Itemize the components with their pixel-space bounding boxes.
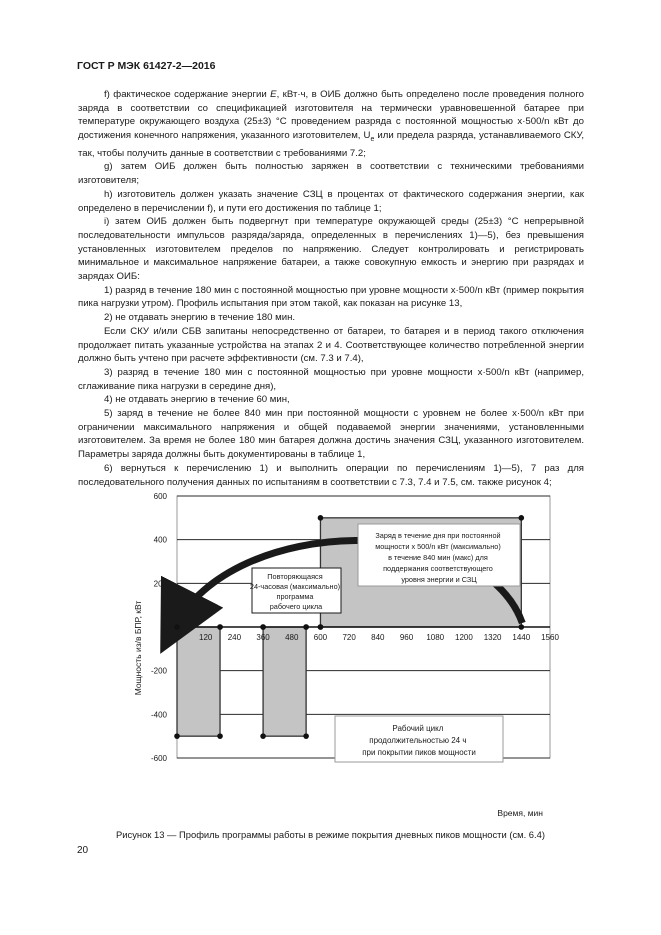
paragraph-step-2: 2) не отдавать энергию в течение 180 мин. bbox=[104, 312, 296, 324]
x-tick-label: 0 bbox=[174, 633, 180, 642]
y-tick-label: -600 bbox=[150, 754, 167, 763]
x-tick-label: 840 bbox=[371, 633, 385, 642]
x-tick-label: 1320 bbox=[483, 633, 502, 642]
figure-caption: Рисунок 13 — Профиль программы работы в режиме покрытия дневных пиков мощности (см. 6.4) bbox=[116, 829, 545, 840]
data-point bbox=[519, 624, 525, 630]
charge-annotation-text: Заряд в течение дня при постоянной мощности x 500/n кВт (максимально) в течение 840 мин (макс) для поддержания соответствующего уровня энергии и СЗЦ bbox=[375, 531, 501, 584]
power-profile-chart bbox=[95, 488, 585, 828]
paragraph-f: f) фактическое содержание энергии E, кВт·ч, в ОИБ должно быть определено после проведения полного заряда в соответствии со спецификацией изготовителя на термически уравновешенной батарее при температуре окружающего воздуха (25±3) °С проведением разряда с постоянной мощностью x·500/n кВт до достижения конечного напряжения, указанного изготовителем, $U_е$ или предела разряда, устанавливаемого СКУ, так, чтобы получить данные в соответствии с требованиями 7.2; bbox=[78, 89, 585, 159]
data-point bbox=[318, 624, 324, 630]
x-tick-label: 1200 bbox=[455, 633, 473, 642]
paragraph-note: Если СКУ и/или СБВ запитаны непосредственно от батареи, то батарея и в период такого отключения продолжает питать указанные устройства на этапах 2 и 4. Соответствующее количество потребленной энергии должно быть учтено при расчете эффективности (см. 7.3 и 7.4), bbox=[78, 325, 584, 365]
page-number: 20 bbox=[77, 845, 89, 856]
y-tick-label: -200 bbox=[150, 666, 167, 676]
paragraph-step-6: 6) вернуться к перечислению 1) и выполнить операции по перечислениям 1)—5), 7 раз для последовательного получения данных по испытаниям в соответствии с 7.3, 7.4 и 7.5, см. также рисунок 4; bbox=[78, 462, 584, 488]
x-axis-label: Время, мин bbox=[497, 808, 543, 818]
x-tick-label: 1440 bbox=[512, 633, 531, 642]
paragraph-i: i) затем ОИБ должен быть подвергнут при температуре окружающей среды (25±3) °С непрерывной последовательности импульсов разряда/заряда, определенных в перечислениях 1)—5), без превышения установленных изготовителем пределов по напряжению. Следует контролировать и регистрировать минимальное и максимальное напряжение батареи, а также совокупную емкость и энергию при разрядах и зарядах ОИБ: bbox=[78, 216, 584, 283]
x-tick-label: 600 bbox=[313, 633, 328, 642]
x-tick-label: 720 bbox=[342, 633, 356, 642]
body-text bbox=[78, 88, 584, 489]
data-point bbox=[260, 624, 266, 630]
y-tick-label: -400 bbox=[150, 710, 167, 720]
y-tick-label: 600 bbox=[153, 492, 167, 501]
x-tick-label: 480 bbox=[285, 633, 299, 642]
cycle-annotation-text: Рабочий цикл продолжительностью 24 ч при покрытии пиков мощности bbox=[362, 724, 476, 757]
x-tick-label: 960 bbox=[399, 633, 414, 642]
page-header: ГОСТ Р МЭК 61427-2—2016 bbox=[77, 60, 216, 72]
charge-annotation bbox=[358, 524, 520, 586]
paragraph-h: h) изготовитель должен указать значение СЗЦ в процентах от фактического содержания энергии, как определено в перечислении f), и пути его достижения по таблице 1; bbox=[78, 188, 584, 214]
y-tick-label: 400 bbox=[153, 535, 167, 545]
x-tick-label: 240 bbox=[227, 633, 242, 642]
figure-13 bbox=[95, 488, 585, 828]
y-tick-label: 0 bbox=[162, 623, 167, 632]
paragraph-g: g) затем ОИБ должен быть полностью заряжен в соответствии с техническими требованиями изготовителя; bbox=[78, 161, 584, 187]
data-point bbox=[303, 624, 309, 630]
y-axis-label: Мощность из/в БПР, кВт bbox=[133, 600, 143, 696]
data-point bbox=[174, 624, 180, 630]
data-point bbox=[217, 624, 223, 630]
power-segment bbox=[263, 627, 306, 736]
paragraph-step-5: 5) заряд в течение не более 840 мин при постоянной мощности с уровнем не более x·500/n кВт при ограничении максимального напряжения и общей подаваемой энергии значениями, установленными изготовителем. За время не более 180 мин батарея должна достичь значения СЗЦ, указанного изготовителем. Параметры заряда должны быть документированы в таблице 1, bbox=[78, 408, 584, 461]
x-tick-label: 1080 bbox=[426, 633, 445, 642]
x-tick-label: 1560 bbox=[541, 633, 559, 642]
repeat-annotation bbox=[250, 568, 342, 613]
data-point bbox=[318, 515, 324, 521]
power-segment bbox=[174, 627, 220, 736]
repeat-annotation-text: Повторяющаяся 24-часовая (максимально) программа рабочего цикла bbox=[249, 572, 341, 611]
y-tick-label: 200 bbox=[153, 579, 167, 589]
data-point bbox=[174, 733, 180, 739]
x-tick-label: 360 bbox=[256, 633, 270, 642]
data-point bbox=[303, 733, 309, 739]
data-point bbox=[260, 733, 266, 739]
cycle-annotation bbox=[335, 716, 503, 762]
x-tick-label: 120 bbox=[199, 633, 213, 642]
paragraph-step-3: 3) разряд в течение 180 мин с постоянной мощностью при уровне мощности x·500/n кВт (например, сглаживание пика нагрузки в середине дня), bbox=[78, 366, 584, 392]
paragraph-step-1: 1) разряд в течение 180 мин с постоянной мощностью при уровне мощности x·500/n кВт (пример покрытия пика нагрузки утром). Профиль испытания при этом такой, как показан на рисунке 13, bbox=[78, 284, 584, 310]
data-point bbox=[519, 515, 525, 521]
data-point bbox=[217, 733, 223, 739]
paragraph-step-4: 4) не отдавать энергию в течение 60 мин, bbox=[104, 394, 290, 406]
